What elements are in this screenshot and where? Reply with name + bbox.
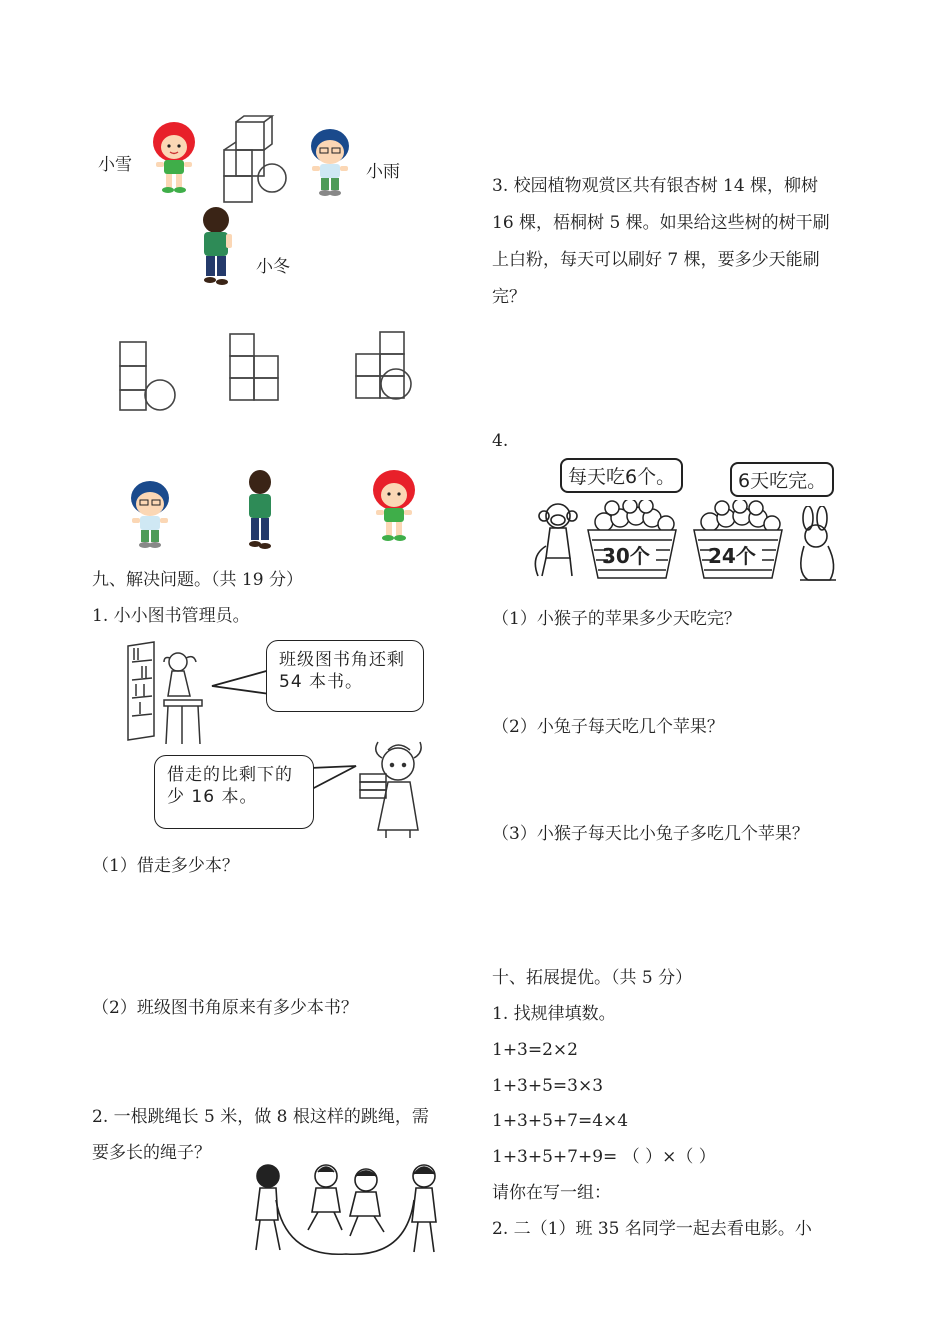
- q1-sub2: （2）班级图书角原来有多少本书？: [92, 998, 358, 1018]
- q4-sub2: （2）小兔子每天吃几个苹果？: [492, 717, 724, 737]
- ext1-eq4: 1+3+5+7+9= （ ）×（ ）: [492, 1147, 716, 1167]
- q3-line3: 上白粉，每天可以刷好 7 棵，要多少天能刷: [492, 250, 820, 270]
- speech-bubble-remaining-books: [266, 640, 424, 712]
- ext2-line1: 2. 二（1）班 35 名同学一起去看电影。小: [492, 1219, 812, 1239]
- apple-basket-2: [692, 500, 784, 582]
- view-option-3: [352, 328, 418, 404]
- bubble2-tail: [308, 762, 358, 798]
- boy-xiaoyu-figure: [306, 126, 354, 198]
- basket2-label: 24个: [708, 544, 756, 568]
- rabbit-figure: [790, 506, 842, 586]
- speech-bubble-borrowed-books: [154, 755, 314, 829]
- q3-line1: 3. 校园植物观赏区共有银杏树 14 棵，柳树: [492, 176, 819, 196]
- bubble1-tail: [210, 664, 272, 700]
- ext1-prompt: 请你在写一组：: [492, 1183, 611, 1203]
- monkey-speech-bubble: [560, 458, 683, 493]
- apple-basket-1: [586, 500, 678, 582]
- q1-sub1: （1）借走多少本？: [92, 856, 239, 876]
- answer-boy-xiaodong: [242, 468, 278, 552]
- q2-line2: 要多长的绳子？: [92, 1143, 211, 1163]
- bubble2-text: 借走的比剩下的少 16 本。: [167, 765, 293, 807]
- ext1-eq2: 1+3+5=3×3: [492, 1076, 604, 1096]
- basket1-label: 30个: [602, 544, 650, 568]
- ext1-eq3: 1+3+5+7=4×4: [492, 1111, 629, 1131]
- jump-rope-children: [246, 1160, 454, 1260]
- q3-line4: 完？: [492, 287, 526, 307]
- q1-title: 1. 小小图书管理员。: [92, 606, 250, 626]
- librarian-girl-bookshelf: [124, 640, 216, 746]
- label-xiaoxue: 小雪: [98, 155, 132, 175]
- section-9-title: 九、解决问题。（共 19 分）: [92, 570, 303, 590]
- rabbit-speech-text: 6天吃完。: [738, 470, 827, 492]
- monkey-speech-text: 每天吃6个。: [568, 466, 676, 488]
- monkey-figure: [530, 498, 586, 582]
- label-xiaodong: 小冬: [256, 257, 290, 277]
- view-option-2: [226, 330, 282, 404]
- view-option-1: [116, 338, 178, 414]
- girl-xiaoxue-figure: [150, 120, 198, 196]
- cube-stack-figure: [218, 114, 290, 206]
- rabbit-speech-bubble: [730, 462, 834, 497]
- girl-holding-books: [354, 738, 436, 840]
- q2-line1: 2. 一根跳绳长 5 米，做 8 根这样的跳绳，需: [92, 1107, 429, 1127]
- section-10-title: 十、拓展提优。（共 5 分）: [492, 968, 693, 988]
- ext1-eq1: 1+3=2×2: [492, 1040, 578, 1060]
- q4-sub3: （3）小猴子每天比小兔子多吃几个苹果？: [492, 824, 809, 844]
- q4-sub1: （1）小猴子的苹果多少天吃完？: [492, 609, 741, 629]
- bubble1-text: 班级图书角还剩 54 本书。: [279, 650, 405, 692]
- label-xiaoyu: 小雨: [366, 162, 400, 182]
- ext1-title: 1. 找规律填数。: [492, 1004, 616, 1024]
- q4-number: 4.: [492, 431, 509, 451]
- boy-xiaodong-figure: [196, 204, 240, 288]
- answer-boy-xiaoyu: [126, 478, 174, 550]
- q3-line2: 16 棵，梧桐树 5 棵。如果给这些树的树干刷: [492, 213, 830, 233]
- answer-girl-xiaoxue: [370, 468, 418, 544]
